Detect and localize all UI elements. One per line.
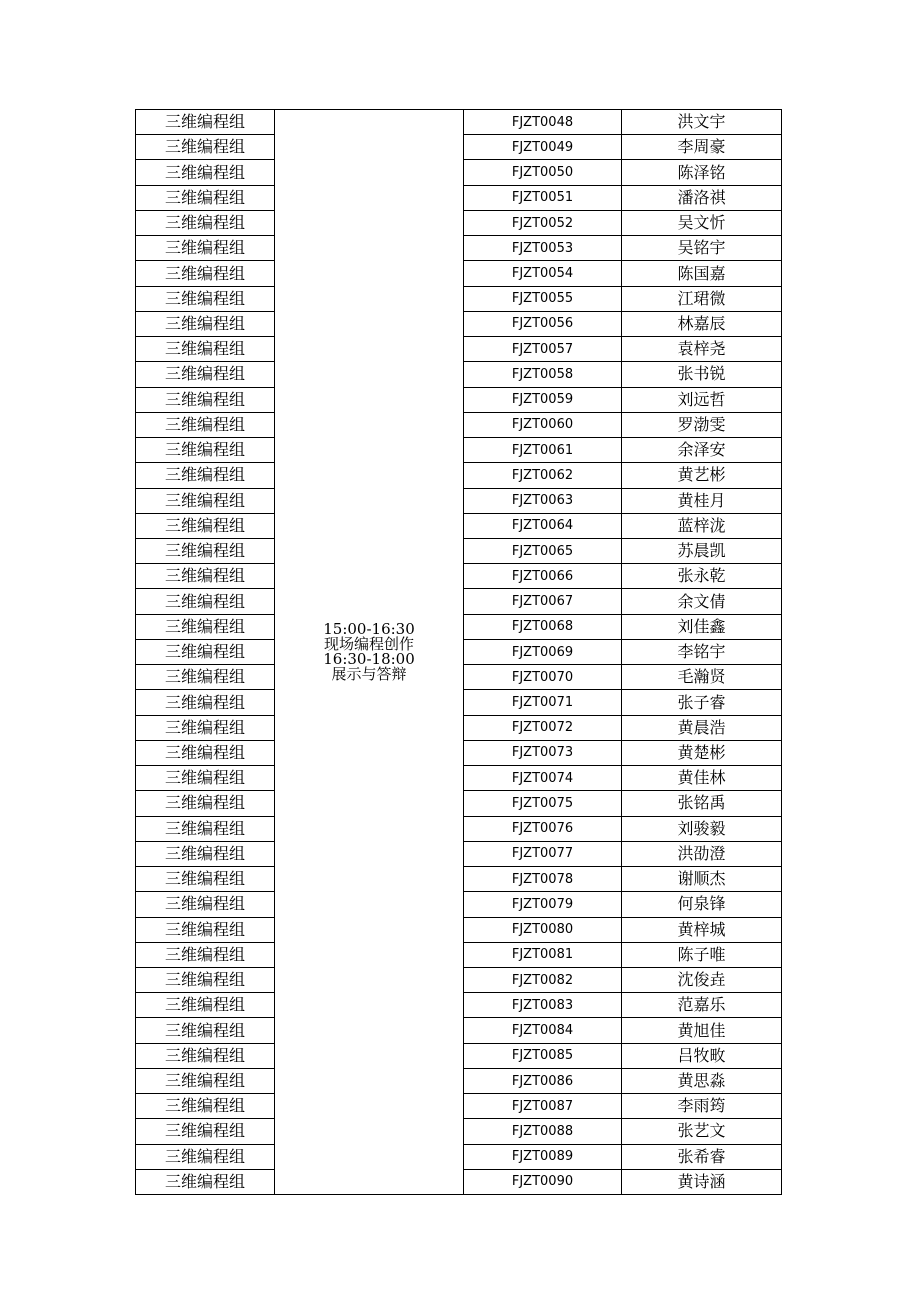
participant-id-cell: FJZT0070 — [464, 665, 622, 690]
group-cell: 三维编程组 — [136, 538, 275, 563]
participant-id-cell: FJZT0058 — [464, 362, 622, 387]
group-cell: 三维编程组 — [136, 261, 275, 286]
participant-name-cell: 黄楚彬 — [622, 740, 782, 765]
participant-name-cell: 李铭宇 — [622, 639, 782, 664]
participant-id-cell: FJZT0052 — [464, 210, 622, 235]
participant-id-cell: FJZT0088 — [464, 1119, 622, 1144]
participant-name-cell: 陈子唯 — [622, 942, 782, 967]
group-cell: 三维编程组 — [136, 791, 275, 816]
participant-name-cell: 余泽安 — [622, 438, 782, 463]
group-cell: 三维编程组 — [136, 967, 275, 992]
participant-name-cell: 吴铭宇 — [622, 236, 782, 261]
group-cell: 三维编程组 — [136, 210, 275, 235]
participant-id-cell: FJZT0053 — [464, 236, 622, 261]
group-cell: 三维编程组 — [136, 1119, 275, 1144]
participant-id-cell: FJZT0061 — [464, 438, 622, 463]
group-cell: 三维编程组 — [136, 740, 275, 765]
group-cell: 三维编程组 — [136, 639, 275, 664]
participant-id-cell: FJZT0089 — [464, 1144, 622, 1169]
group-cell: 三维编程组 — [136, 236, 275, 261]
group-cell: 三维编程组 — [136, 438, 275, 463]
group-cell: 三维编程组 — [136, 513, 275, 538]
group-cell: 三维编程组 — [136, 362, 275, 387]
group-cell: 三维编程组 — [136, 311, 275, 336]
group-cell: 三维编程组 — [136, 816, 275, 841]
participant-name-cell: 黄桂月 — [622, 488, 782, 513]
participant-name-cell: 谢顺杰 — [622, 867, 782, 892]
participant-id-cell: FJZT0069 — [464, 639, 622, 664]
participant-id-cell: FJZT0067 — [464, 589, 622, 614]
group-cell: 三维编程组 — [136, 892, 275, 917]
group-cell: 三维编程组 — [136, 564, 275, 589]
participant-id-cell: FJZT0051 — [464, 185, 622, 210]
group-cell: 三维编程组 — [136, 942, 275, 967]
participant-name-cell: 余文倩 — [622, 589, 782, 614]
participant-name-cell: 何泉锋 — [622, 892, 782, 917]
participant-name-cell: 江珺微 — [622, 286, 782, 311]
participant-id-cell: FJZT0049 — [464, 135, 622, 160]
participant-name-cell: 刘佳鑫 — [622, 614, 782, 639]
participant-name-cell: 黄思淼 — [622, 1068, 782, 1093]
group-cell: 三维编程组 — [136, 185, 275, 210]
participant-name-cell: 张艺文 — [622, 1119, 782, 1144]
participant-name-cell: 李雨筠 — [622, 1094, 782, 1119]
participant-id-cell: FJZT0080 — [464, 917, 622, 942]
participant-id-cell: FJZT0054 — [464, 261, 622, 286]
group-cell: 三维编程组 — [136, 1068, 275, 1093]
participant-name-cell: 蓝梓泷 — [622, 513, 782, 538]
group-cell: 三维编程组 — [136, 286, 275, 311]
participant-id-cell: FJZT0055 — [464, 286, 622, 311]
participant-id-cell: FJZT0060 — [464, 412, 622, 437]
participant-name-cell: 张永乾 — [622, 564, 782, 589]
participant-id-cell: FJZT0057 — [464, 337, 622, 362]
group-cell: 三维编程组 — [136, 1094, 275, 1119]
roster-table — [135, 109, 782, 1195]
group-cell: 三维编程组 — [136, 110, 275, 135]
schedule-line1: 15:00-16:30 — [323, 620, 415, 639]
participant-name-cell: 林嘉辰 — [622, 311, 782, 336]
participant-name-cell: 黄晨浩 — [622, 715, 782, 740]
table-row — [136, 110, 782, 135]
participant-id-cell: FJZT0065 — [464, 538, 622, 563]
schedule-line2: 现场编程创作 — [323, 635, 414, 654]
participant-id-cell: FJZT0068 — [464, 614, 622, 639]
participant-id-cell: FJZT0066 — [464, 564, 622, 589]
participant-name-cell: 罗渤雯 — [622, 412, 782, 437]
participant-id-cell: FJZT0086 — [464, 1068, 622, 1093]
schedule-line3: 16:30-18:00 — [323, 650, 415, 669]
schedule-cell — [275, 110, 464, 1195]
participant-name-cell: 黄佳林 — [622, 766, 782, 791]
participant-id-cell: FJZT0075 — [464, 791, 622, 816]
participant-id-cell: FJZT0062 — [464, 463, 622, 488]
group-cell: 三维编程组 — [136, 766, 275, 791]
participant-id-cell: FJZT0056 — [464, 311, 622, 336]
participant-id-cell: FJZT0077 — [464, 841, 622, 866]
participant-id-cell: FJZT0072 — [464, 715, 622, 740]
participant-id-cell: FJZT0071 — [464, 690, 622, 715]
group-cell: 三维编程组 — [136, 665, 275, 690]
participant-id-cell: FJZT0048 — [464, 110, 622, 135]
participant-id-cell: FJZT0059 — [464, 387, 622, 412]
schedule-line4: 展示与答辩 — [331, 665, 407, 684]
participant-name-cell: 吕牧畋 — [622, 1043, 782, 1068]
participant-id-cell: FJZT0074 — [464, 766, 622, 791]
participant-name-cell: 吴文忻 — [622, 210, 782, 235]
participant-name-cell: 张子睿 — [622, 690, 782, 715]
participant-name-cell: 洪文宇 — [622, 110, 782, 135]
group-cell: 三维编程组 — [136, 1043, 275, 1068]
participant-name-cell: 黄旭佳 — [622, 1018, 782, 1043]
roster-body — [136, 110, 782, 1195]
participant-name-cell: 张书锐 — [622, 362, 782, 387]
participant-name-cell: 潘洛祺 — [622, 185, 782, 210]
group-cell: 三维编程组 — [136, 463, 275, 488]
group-cell: 三维编程组 — [136, 488, 275, 513]
group-cell: 三维编程组 — [136, 589, 275, 614]
group-cell: 三维编程组 — [136, 841, 275, 866]
group-cell: 三维编程组 — [136, 160, 275, 185]
participant-id-cell: FJZT0078 — [464, 867, 622, 892]
participant-name-cell: 刘远哲 — [622, 387, 782, 412]
participant-name-cell: 张铭禹 — [622, 791, 782, 816]
participant-id-cell: FJZT0083 — [464, 993, 622, 1018]
group-cell: 三维编程组 — [136, 993, 275, 1018]
participant-name-cell: 范嘉乐 — [622, 993, 782, 1018]
group-cell: 三维编程组 — [136, 1169, 275, 1194]
group-cell: 三维编程组 — [136, 135, 275, 160]
participant-id-cell: FJZT0081 — [464, 942, 622, 967]
participant-id-cell: FJZT0085 — [464, 1043, 622, 1068]
participant-name-cell: 袁梓尧 — [622, 337, 782, 362]
participant-name-cell: 黄梓城 — [622, 917, 782, 942]
group-cell: 三维编程组 — [136, 867, 275, 892]
participant-name-cell: 苏晨凯 — [622, 538, 782, 563]
group-cell: 三维编程组 — [136, 387, 275, 412]
participant-id-cell: FJZT0087 — [464, 1094, 622, 1119]
participant-name-cell: 洪劭澄 — [622, 841, 782, 866]
participant-id-cell: FJZT0064 — [464, 513, 622, 538]
participant-name-cell: 陈国嘉 — [622, 261, 782, 286]
participant-id-cell: FJZT0090 — [464, 1169, 622, 1194]
participant-name-cell: 黄诗涵 — [622, 1169, 782, 1194]
group-cell: 三维编程组 — [136, 690, 275, 715]
participant-id-cell: FJZT0082 — [464, 967, 622, 992]
participant-name-cell: 李周豪 — [622, 135, 782, 160]
group-cell: 三维编程组 — [136, 412, 275, 437]
participant-name-cell: 陈泽铭 — [622, 160, 782, 185]
participant-id-cell: FJZT0073 — [464, 740, 622, 765]
participant-id-cell: FJZT0063 — [464, 488, 622, 513]
participant-name-cell: 刘骏毅 — [622, 816, 782, 841]
group-cell: 三维编程组 — [136, 715, 275, 740]
participant-id-cell: FJZT0050 — [464, 160, 622, 185]
participant-id-cell: FJZT0076 — [464, 816, 622, 841]
participant-name-cell: 张希睿 — [622, 1144, 782, 1169]
group-cell: 三维编程组 — [136, 337, 275, 362]
group-cell: 三维编程组 — [136, 1018, 275, 1043]
group-cell: 三维编程组 — [136, 917, 275, 942]
participant-name-cell: 沈俊垚 — [622, 967, 782, 992]
group-cell: 三维编程组 — [136, 614, 275, 639]
participant-name-cell: 黄艺彬 — [622, 463, 782, 488]
participant-name-cell: 毛瀚贤 — [622, 665, 782, 690]
group-cell: 三维编程组 — [136, 1144, 275, 1169]
participant-id-cell: FJZT0079 — [464, 892, 622, 917]
participant-id-cell: FJZT0084 — [464, 1018, 622, 1043]
